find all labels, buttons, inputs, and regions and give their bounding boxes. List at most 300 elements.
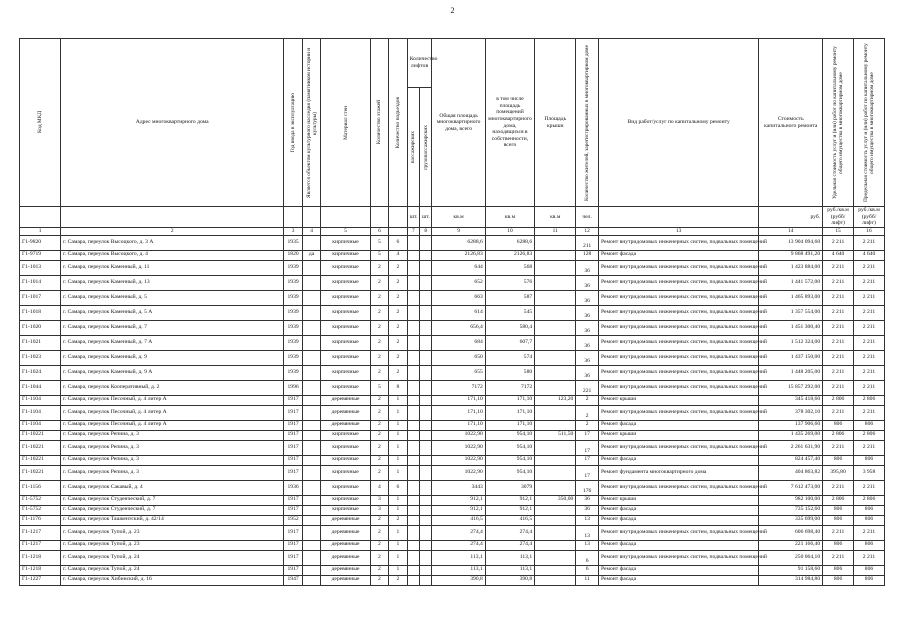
row-total-area: 274,4 (432, 525, 485, 540)
row-roof-area: 511,50 (535, 430, 576, 440)
row-heritage (302, 320, 321, 335)
row-lifts-passenger (407, 540, 419, 550)
row-year: 1917 (284, 505, 303, 515)
row-entrances: 4 (389, 250, 408, 260)
capital-repair-table (19, 38, 885, 586)
row-floors: 2 (370, 405, 389, 420)
row-total-area: 416,5 (432, 515, 485, 525)
row-owned-area: 416,5 (485, 515, 534, 525)
unit-m2: кв.м (432, 207, 485, 228)
row-entrances: 2 (389, 320, 408, 335)
row-entrances: 2 (389, 275, 408, 290)
row-cost: 221 166,40 (759, 540, 823, 550)
row-residents: 36 (576, 290, 599, 305)
row-address: г. Самара, переулок Тупой, д. 23 (61, 540, 284, 550)
row-unit-cost: 2 211 (823, 290, 854, 305)
row-total-area: 656,4 (432, 320, 485, 335)
row-lifts-passenger (407, 505, 419, 515)
row-material: кирпичные (321, 275, 370, 290)
row-lifts-cargo (420, 335, 432, 350)
table-row (20, 320, 885, 335)
row-works: Ремонт внутридомовых инженерных систем, подвальных помещений (598, 260, 758, 275)
row-works: Ремонт фундамента многоквартирного дома (598, 465, 758, 480)
col-number: 14 (759, 227, 823, 235)
row-entrances: 6 (389, 235, 408, 250)
header-owned-area: в том числе площадь помещений многоквартирного дома, находящихся в собственности, всего (485, 39, 534, 207)
row-entrances: 8 (389, 380, 408, 395)
row-material: деревянные (321, 515, 370, 525)
row-roof-area (535, 365, 576, 380)
row-heritage (302, 495, 321, 505)
row-residents: 17 (576, 465, 599, 480)
row-code: Г1-1218 (20, 550, 61, 565)
row-residents: 2 (576, 420, 599, 430)
row-unit-cost: 806 (823, 455, 854, 465)
row-max-cost: 2 211 (853, 305, 884, 320)
row-total-area: 274,4 (432, 540, 485, 550)
row-heritage: да (302, 250, 321, 260)
unit-pcs: шт. (420, 207, 432, 228)
row-unit-cost: 2 211 (823, 350, 854, 365)
table-row (20, 575, 885, 585)
row-entrances: 6 (389, 480, 408, 495)
row-cost: 1 465 893,00 (759, 290, 823, 305)
row-lifts-cargo (420, 525, 432, 540)
row-residents: 17 (576, 430, 599, 440)
row-lifts-passenger (407, 350, 419, 365)
row-heritage (302, 260, 321, 275)
row-code: Г1-1176 (20, 515, 61, 525)
row-owned-area: 113,1 (485, 565, 534, 575)
row-code: Г1-1104 (20, 395, 61, 405)
header-year: Год ввода в эксплуатацию (284, 39, 303, 207)
table-row (20, 405, 885, 420)
row-year: 1917 (284, 420, 303, 430)
row-year: 1917 (284, 395, 303, 405)
row-total-area: 1022,90 (432, 440, 485, 455)
row-unit-cost: 806 (823, 515, 854, 525)
row-heritage (302, 395, 321, 405)
row-material: кирпичные (321, 250, 370, 260)
row-code: Г1-10221 (20, 465, 61, 480)
row-year: 1917 (284, 430, 303, 440)
row-year: 1939 (284, 305, 303, 320)
row-total-area: 652 (432, 275, 485, 290)
col-number: 6 (370, 227, 389, 235)
col-number: 5 (321, 227, 370, 235)
row-floors: 2 (370, 540, 389, 550)
row-year: 1917 (284, 405, 303, 420)
row-heritage (302, 455, 321, 465)
row-lifts-passenger (407, 235, 419, 250)
row-max-cost: 2 211 (853, 275, 884, 290)
row-cost: 1 451 300,40 (759, 320, 823, 335)
row-lifts-cargo (420, 405, 432, 420)
row-total-area: 113,1 (432, 565, 485, 575)
row-year: 1936 (284, 480, 303, 495)
row-owned-area: 171,10 (485, 395, 534, 405)
row-floors: 2 (370, 465, 389, 480)
row-heritage (302, 525, 321, 540)
row-works: Ремонт внутридомовых инженерных систем, подвальных помещений (598, 320, 758, 335)
row-floors: 2 (370, 430, 389, 440)
row-year: 1917 (284, 525, 303, 540)
row-max-cost: 806 (853, 540, 884, 550)
row-owned-area: 568 (485, 260, 534, 275)
row-max-cost: 2 211 (853, 525, 884, 540)
row-lifts-cargo (420, 575, 432, 585)
row-code: Г1-1156 (20, 480, 61, 495)
row-entrances: 1 (389, 465, 408, 480)
row-works: Ремонт внутридомовых инженерных систем, подвальных помещений (598, 550, 758, 565)
row-year: 1939 (284, 275, 303, 290)
row-floors: 2 (370, 420, 389, 430)
row-total-area: 390,8 (432, 575, 485, 585)
row-unit-cost: 2 806 (823, 495, 854, 505)
row-unit-cost: 2 211 (823, 275, 854, 290)
row-cost: 1 423 884,00 (759, 260, 823, 275)
row-max-cost: 2 211 (853, 365, 884, 380)
row-roof-area (535, 335, 576, 350)
row-owned-area: 7172 (485, 380, 534, 395)
row-lifts-passenger (407, 440, 419, 455)
row-heritage (302, 235, 321, 250)
unit-m2: кв.м (485, 207, 534, 228)
row-material: кирпичные (321, 290, 370, 305)
row-year: 1939 (284, 320, 303, 335)
row-entrances: 2 (389, 350, 408, 365)
row-owned-area: 6288,6 (485, 235, 534, 250)
row-roof-area (535, 420, 576, 430)
row-cost: 1 512 324,00 (759, 335, 823, 350)
row-residents: 13 (576, 525, 599, 540)
table-row (20, 250, 885, 260)
row-lifts-cargo (420, 395, 432, 405)
header-code: Код МКД (20, 39, 61, 207)
row-roof-area (535, 440, 576, 455)
row-code: Г1-10221 (20, 440, 61, 455)
row-address: г. Самара, переулок Высоцкого, д. 4 (61, 250, 284, 260)
row-residents: 17 (576, 455, 599, 465)
row-owned-area: 171,10 (485, 405, 534, 420)
row-heritage (302, 430, 321, 440)
row-code: Г1-1017 (20, 290, 61, 305)
row-cost: 137 906,60 (759, 420, 823, 430)
row-code: Г1-1018 (20, 305, 61, 320)
row-year: 1939 (284, 335, 303, 350)
row-cost: 9 868 491,20 (759, 250, 823, 260)
header-entrances: Количество подъездов (389, 39, 408, 207)
row-year: 1952 (284, 515, 303, 525)
row-year: 1917 (284, 455, 303, 465)
row-lifts-cargo (420, 550, 432, 565)
row-heritage (302, 540, 321, 550)
row-entrances: 2 (389, 365, 408, 380)
row-material: кирпичные (321, 430, 370, 440)
row-material: кирпичные (321, 305, 370, 320)
col-number: 1 (20, 227, 61, 235)
row-residents: 36 (576, 275, 599, 290)
row-cost: 1 435 269,00 (759, 430, 823, 440)
row-works: Ремонт внутридомовых инженерных систем, подвальных помещений (598, 480, 758, 495)
row-material: деревянные (321, 395, 370, 405)
row-owned-area: 113,1 (485, 550, 534, 565)
row-unit-cost: 806 (823, 575, 854, 585)
row-unit-cost: 2 211 (823, 550, 854, 565)
row-lifts-passenger (407, 250, 419, 260)
row-total-area: 912,1 (432, 495, 485, 505)
table-row (20, 565, 885, 575)
row-entrances: 1 (389, 420, 408, 430)
col-number: 11 (535, 227, 576, 235)
table-row (20, 465, 885, 480)
row-code: Г1-5752 (20, 505, 61, 515)
row-lifts-cargo (420, 455, 432, 465)
row-address: г. Самара, переулок Студенческий, д. 7 (61, 505, 284, 515)
row-total-area: 912,1 (432, 505, 485, 515)
row-year: 1939 (284, 365, 303, 380)
row-max-cost: 2 211 (853, 440, 884, 455)
row-floors: 2 (370, 455, 389, 465)
header-roof-area: Площадь крыши (535, 39, 576, 207)
row-lifts-passenger (407, 275, 419, 290)
row-heritage (302, 575, 321, 585)
row-total-area: 1022,90 (432, 430, 485, 440)
row-lifts-passenger (407, 575, 419, 585)
row-material: кирпичные (321, 365, 370, 380)
row-roof-area (535, 380, 576, 395)
col-number (389, 227, 408, 235)
row-lifts-cargo (420, 350, 432, 365)
row-works: Ремонт внутридомовых инженерных систем, подвальных помещений (598, 235, 758, 250)
row-owned-area: 274,4 (485, 540, 534, 550)
row-floors: 2 (370, 335, 389, 350)
row-works: Ремонт внутридомовых инженерных систем, подвальных помещений (598, 440, 758, 455)
row-roof-area (535, 320, 576, 335)
row-address: г. Самара, переулок Ташкентский, д. 42/14 (61, 515, 284, 525)
row-cost: 1 437 150,00 (759, 350, 823, 365)
row-entrances: 1 (389, 440, 408, 455)
row-works: Ремонт крыши (598, 395, 758, 405)
row-cost: 91 158,60 (759, 565, 823, 575)
row-lifts-passenger (407, 335, 419, 350)
row-address: г. Самара, переулок Хибинский, д. 16 (61, 575, 284, 585)
row-max-cost: 806 (853, 505, 884, 515)
table-row (20, 395, 885, 405)
row-cost: 378 302,10 (759, 405, 823, 420)
row-floors: 2 (370, 260, 389, 275)
row-code: Г1-1227 (20, 575, 61, 585)
row-heritage (302, 465, 321, 480)
row-code: Г1-1013 (20, 260, 61, 275)
row-works: Ремонт фасада (598, 505, 758, 515)
row-unit-cost: 2 211 (823, 320, 854, 335)
row-material: деревянные (321, 565, 370, 575)
row-unit-cost: 2 806 (823, 395, 854, 405)
row-works: Ремонт внутридомовых инженерных систем, подвальных помещений (598, 290, 758, 305)
row-heritage (302, 420, 321, 430)
row-lifts-cargo (420, 260, 432, 275)
row-year: 1996 (284, 380, 303, 395)
row-material: кирпичные (321, 380, 370, 395)
col-number-extra: 16 (853, 227, 884, 235)
row-lifts-passenger (407, 405, 419, 420)
row-material: деревянные (321, 540, 370, 550)
row-floors: 3 (370, 505, 389, 515)
row-owned-area: 574 (485, 350, 534, 365)
row-works: Ремонт крыши (598, 430, 758, 440)
unit-m2: кв.м (535, 207, 576, 228)
row-residents: 17 (576, 440, 599, 455)
table-row (20, 380, 885, 395)
table-row (20, 365, 885, 380)
row-lifts-passenger (407, 515, 419, 525)
row-lifts-passenger (407, 380, 419, 395)
row-cost: 1 441 572,00 (759, 275, 823, 290)
row-residents: 36 (576, 335, 599, 350)
row-lifts-passenger (407, 320, 419, 335)
row-total-area: 1022,90 (432, 455, 485, 465)
row-lifts-cargo (420, 440, 432, 455)
row-roof-area (535, 405, 576, 420)
row-address: г. Самара, переулок Высоцкого, д. 3 А (61, 235, 284, 250)
row-owned-area: 2126,83 (485, 250, 534, 260)
row-max-cost: 806 (853, 455, 884, 465)
row-material: кирпичные (321, 320, 370, 335)
row-floors: 2 (370, 305, 389, 320)
row-unit-cost: 806 (823, 565, 854, 575)
row-cost: 1 448 205,00 (759, 365, 823, 380)
row-entrances: 2 (389, 515, 408, 525)
unit-rub: руб. (759, 207, 823, 228)
row-address: г. Самара, переулок Песочный, д. 4 литер А (61, 420, 284, 430)
header-lifts-cargo: грузопассажирских (420, 88, 432, 207)
row-cost: 404 863,82 (759, 465, 823, 480)
row-address: г. Самара, переулок Репина, д. 3 (61, 465, 284, 480)
row-works: Ремонт внутридомовых инженерных систем, подвальных помещений (598, 380, 758, 395)
row-floors: 2 (370, 320, 389, 335)
header-lifts: Количество лифтов (407, 39, 432, 88)
row-total-area: 650 (432, 350, 485, 365)
col-number: 4 (302, 227, 321, 235)
row-year: 1917 (284, 565, 303, 575)
row-material: деревянные (321, 550, 370, 565)
row-unit-cost: 2 211 (823, 525, 854, 540)
row-entrances: 1 (389, 495, 408, 505)
row-floors: 2 (370, 550, 389, 565)
row-code: Г1-1024 (20, 365, 61, 380)
row-year: 1820 (284, 250, 303, 260)
row-code: Г1-1014 (20, 275, 61, 290)
row-total-area: 171,10 (432, 405, 485, 420)
row-code: Г1-9820 (20, 235, 61, 250)
row-material: кирпичные (321, 505, 370, 515)
row-lifts-passenger (407, 465, 419, 480)
row-roof-area (535, 525, 576, 540)
row-material: кирпичные (321, 455, 370, 465)
row-lifts-cargo (420, 380, 432, 395)
col-number: 13 (598, 227, 758, 235)
header-total-area: Общая площадь многоквартирного дома, всего (432, 39, 485, 207)
row-works: Ремонт фасада (598, 540, 758, 550)
row-code: Г1-1218 (20, 565, 61, 575)
row-lifts-cargo (420, 430, 432, 440)
row-residents: 36 (576, 260, 599, 275)
table-row (20, 540, 885, 550)
row-year: 1935 (284, 235, 303, 250)
row-cost: 2 261 631,90 (759, 440, 823, 455)
row-lifts-passenger (407, 365, 419, 380)
row-code: Г1-1023 (20, 350, 61, 365)
units-row (20, 207, 885, 228)
row-heritage (302, 350, 321, 365)
row-lifts-cargo (420, 365, 432, 380)
row-code: Г1-1217 (20, 540, 61, 550)
row-owned-area: 954,10 (485, 430, 534, 440)
row-lifts-passenger (407, 260, 419, 275)
row-material: кирпичные (321, 260, 370, 275)
row-code: Г1-1217 (20, 525, 61, 540)
row-heritage (302, 380, 321, 395)
row-address: г. Самара, переулок Каменный, д. 9 А (61, 365, 284, 380)
row-max-cost: 4 640 (853, 250, 884, 260)
row-address: г. Самара, переулок Каменный, д. 13 (61, 275, 284, 290)
column-numbers-row (20, 227, 885, 235)
row-total-area: 644 (432, 260, 485, 275)
row-code: Г1-5752 (20, 495, 61, 505)
row-lifts-cargo (420, 290, 432, 305)
row-total-area: 1022,90 (432, 465, 485, 480)
row-cost: 345 418,60 (759, 395, 823, 405)
row-cost: 824 457,40 (759, 455, 823, 465)
row-total-area: 6288,6 (432, 235, 485, 250)
row-total-area: 171,10 (432, 420, 485, 430)
table-row (20, 235, 885, 250)
row-max-cost: 3 958 (853, 465, 884, 480)
row-works: Ремонт фасада (598, 420, 758, 430)
row-lifts-passenger (407, 495, 419, 505)
row-max-cost: 806 (853, 515, 884, 525)
row-heritage (302, 335, 321, 350)
row-unit-cost: 2 211 (823, 235, 854, 250)
row-entrances: 1 (389, 505, 408, 515)
row-floors: 2 (370, 290, 389, 305)
row-lifts-cargo (420, 565, 432, 575)
row-max-cost: 2 211 (853, 405, 884, 420)
row-owned-area: 390,8 (485, 575, 534, 585)
row-year: 1939 (284, 260, 303, 275)
row-code: Г1-1020 (20, 320, 61, 335)
row-heritage (302, 515, 321, 525)
row-address: г. Самара, переулок Сакавый, д. 4 (61, 480, 284, 495)
row-residents: 176 (576, 480, 599, 495)
col-number: 8 (420, 227, 432, 235)
row-owned-area: 545 (485, 305, 534, 320)
row-address: г. Самара, переулок Тупой, д. 24 (61, 565, 284, 575)
row-year: 1917 (284, 440, 303, 455)
row-material: кирпичные (321, 335, 370, 350)
table-row (20, 260, 885, 275)
row-residents: 2 (576, 405, 599, 420)
row-unit-cost: 806 (823, 540, 854, 550)
row-roof-area (535, 465, 576, 480)
row-works: Ремонт фасада (598, 250, 758, 260)
row-roof-area (535, 505, 576, 515)
row-total-area: 113,1 (432, 550, 485, 565)
row-address: г. Самара, переулок Каменный, д. 9 (61, 350, 284, 365)
row-entrances: 1 (389, 430, 408, 440)
row-code: Г1-10221 (20, 455, 61, 465)
